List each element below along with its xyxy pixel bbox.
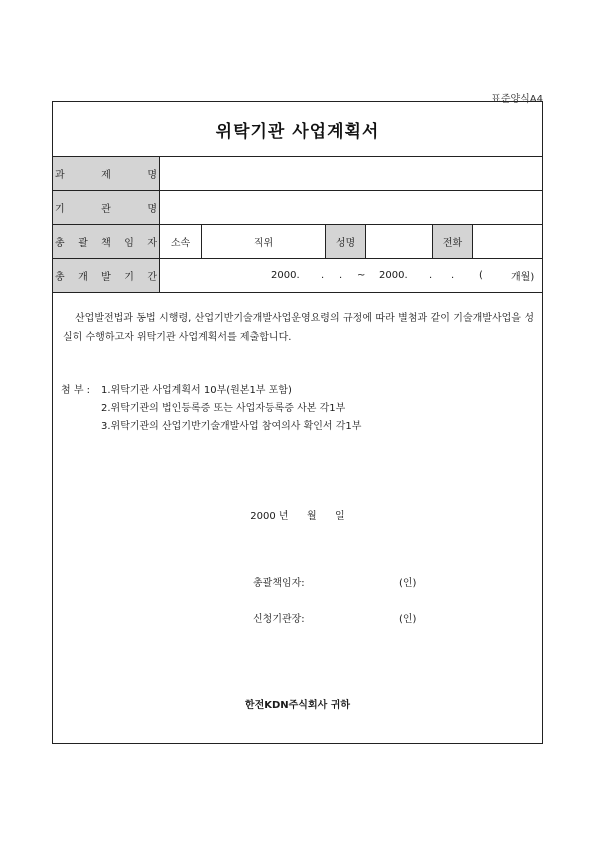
name-field[interactable] — [366, 225, 433, 258]
date-day: 일 — [335, 511, 345, 522]
phone-label: 전화 — [433, 225, 473, 258]
org-name-field[interactable] — [160, 191, 542, 224]
phone-field[interactable] — [473, 225, 542, 258]
date-month: 월 — [306, 511, 317, 522]
period-dot: . — [429, 270, 433, 281]
org-name-row — [53, 191, 542, 225]
attachment-item: 3.위탁기관의 산업기반기술개발사업 참여의사 확인서 각1부 — [101, 421, 362, 432]
manager-row — [53, 225, 542, 259]
affiliation-label: 소속 — [160, 225, 202, 258]
manager-label: 총 괄 책 임 자 — [53, 225, 160, 258]
org-name-label: 기 관 명 — [53, 191, 160, 224]
form-code: 표준양식A4 — [491, 94, 543, 105]
period-end-year: 2000. — [379, 270, 408, 281]
period-tilde: ~ — [357, 270, 366, 281]
period-field[interactable] — [161, 259, 542, 292]
period-dot: . — [339, 270, 343, 281]
attachment-label: 첨 부 : — [61, 385, 91, 396]
period-row — [53, 259, 542, 293]
period-dot: . — [451, 270, 455, 281]
project-name-label: 과 제 명 — [53, 157, 160, 190]
attachment-item: 2.위탁기관의 법인등록증 또는 사업자등록증 사본 각1부 — [101, 403, 346, 414]
date-line — [53, 507, 542, 522]
project-name-row — [53, 157, 542, 191]
position-label: 직위 — [202, 225, 326, 258]
period-dot: . — [321, 270, 325, 281]
head-seal[interactable]: (인) — [399, 614, 417, 625]
addressee: 한전KDN주식회사 귀하 — [244, 700, 351, 711]
project-name-field[interactable] — [160, 157, 542, 190]
submission-statement: 산업발전법과 동법 시행령, 산업기반기술개발사업운영요령의 규정에 따라 별첨과 같이 기술개발사업을 성실히 수행하고자 위탁기관 사업계획서를 제출합니다. — [63, 313, 534, 343]
period-start-year: 2000. — [271, 270, 300, 281]
date-year: 2000 년 — [250, 511, 289, 522]
period-months: 개월) — [511, 272, 535, 283]
manager-signature-label: 총괄책임자: — [253, 578, 305, 589]
manager-seal[interactable]: (인) — [399, 578, 417, 589]
form-frame — [52, 101, 543, 744]
document-title: 위탁기관 사업계획서 — [53, 102, 542, 157]
head-signature-label: 신청기관장: — [253, 614, 305, 625]
period-label: 총 개 발 기 간 — [53, 259, 160, 292]
name-label: 성명 — [326, 225, 366, 258]
period-paren-open: ( — [479, 270, 483, 281]
attachment-item: 1.위탁기관 사업계획서 10부(원본1부 포함) — [101, 385, 292, 396]
